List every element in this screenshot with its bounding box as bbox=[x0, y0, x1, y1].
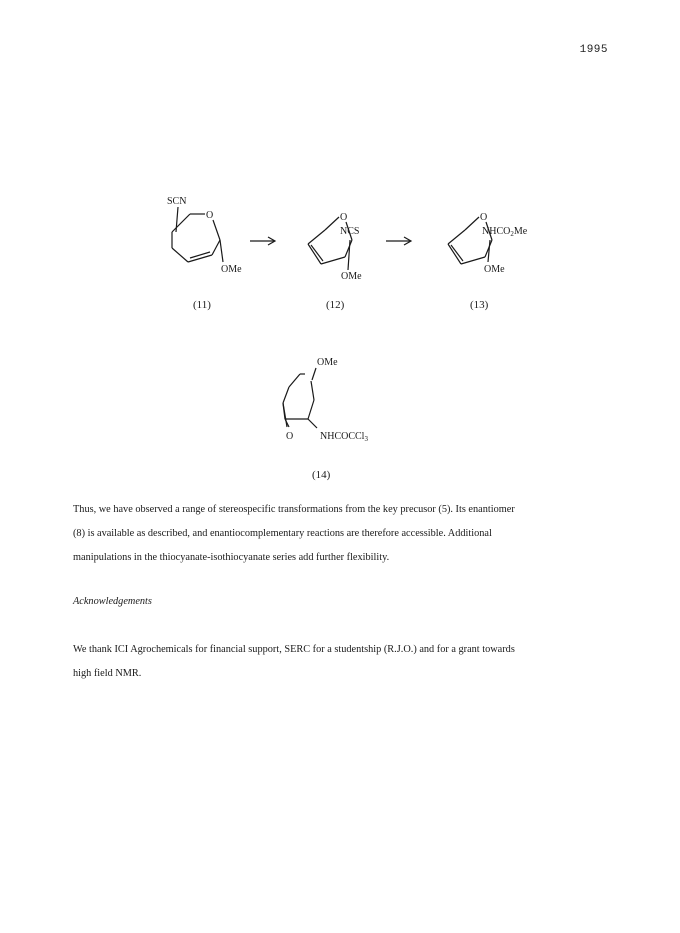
reaction-arrow-2 bbox=[386, 237, 411, 245]
compound-12-ring-oxygen: O bbox=[340, 212, 348, 223]
reaction-arrow-1 bbox=[250, 237, 275, 245]
compound-14-epoxide-oxygen: O bbox=[286, 431, 294, 442]
compound-14-ome-label: OMe bbox=[317, 357, 338, 368]
compound-14-caption: (14) bbox=[312, 469, 331, 481]
compound-11-structure bbox=[167, 196, 242, 275]
compound-11-caption: (11) bbox=[193, 299, 211, 311]
acknowledgements-line-1: We thank ICI Agrochemicals for financial support, SERC for a studentship (R.J.O.) and for a grant towards bbox=[73, 644, 515, 655]
compound-14-structure bbox=[283, 357, 368, 443]
compound-11-ring-oxygen: O bbox=[206, 210, 214, 221]
discussion-line-3: manipulations in the thiocyanate-isothiocyanate series add further flexibility. bbox=[73, 552, 390, 563]
compound-13-nhco2me-label: $NHCO_2Me$ bbox=[482, 226, 528, 238]
discussion-line-1: Thus, we have observed a range of stereospecific transformations from the key precusor (5). Its enantiomer bbox=[73, 504, 515, 515]
acknowledgements-heading: Acknowledgements bbox=[73, 596, 152, 607]
compound-11-scn-label: SCN bbox=[167, 196, 187, 207]
compound-12-ncs-label: NCS bbox=[340, 226, 360, 237]
compound-12-ome-label: OMe bbox=[341, 271, 362, 282]
compound-12-structure bbox=[308, 212, 362, 282]
acknowledgements-paragraph bbox=[73, 638, 613, 686]
compound-11-ome-label: OMe bbox=[221, 264, 242, 275]
discussion-line-2: (8) is available as described, and enantiocomplementary reactions are therefore accessible. Additional bbox=[73, 528, 492, 539]
compound-14-nhcoccl3-label: NHCOCCl$_3$ bbox=[320, 431, 368, 443]
acknowledgements-line-2: high field NMR. bbox=[73, 668, 142, 679]
compound-13-ring-oxygen: O bbox=[480, 212, 488, 223]
compound-13-structure bbox=[448, 212, 528, 275]
discussion-paragraph bbox=[73, 498, 613, 570]
compound-13-ome-label: OMe bbox=[484, 264, 505, 275]
compound-12-caption: (12) bbox=[326, 299, 345, 311]
compound-13-caption: (13) bbox=[470, 299, 489, 311]
page-number: 1995 bbox=[579, 44, 608, 56]
